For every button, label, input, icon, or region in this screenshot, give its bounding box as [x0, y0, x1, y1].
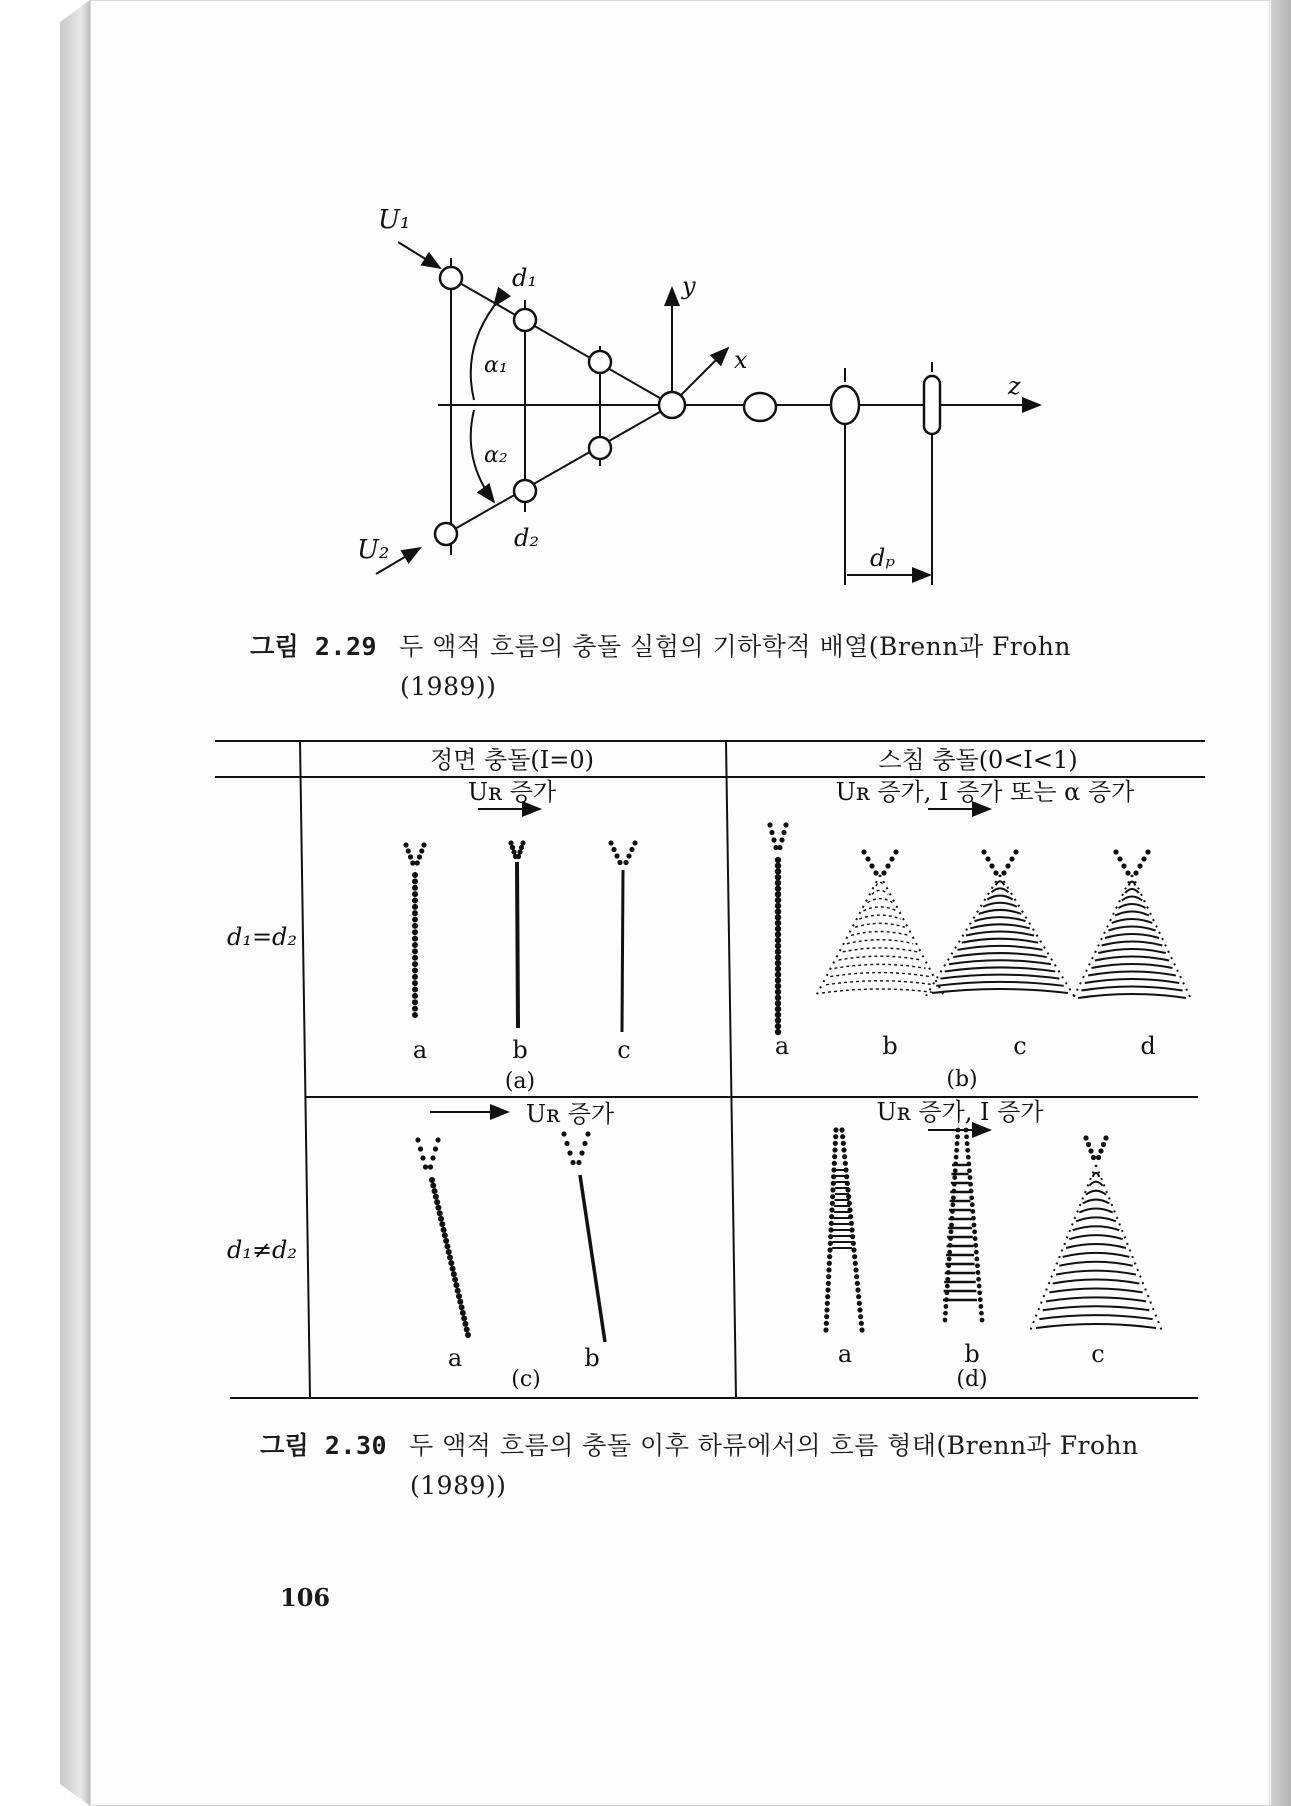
panel-a-stream-c-head — [608, 840, 637, 865]
caption-text: 두 액적 흐름의 충돌 이후 하류에서의 흐름 형태(Brenn과 Frohn — [409, 1431, 1139, 1460]
label-u1: U₁ — [378, 205, 411, 235]
panel-a-caption: (a) — [504, 1069, 536, 1094]
page-number: 106 — [280, 1583, 331, 1612]
col-head-left: 정면 충돌(I=0) — [430, 746, 594, 774]
panel-c-caption: (c) — [511, 1367, 541, 1392]
panel-b-cone-c — [926, 875, 1074, 996]
caption-label: 그림 2.30 — [260, 1431, 388, 1460]
label-d1: d₁ — [512, 264, 537, 292]
panel-b-cone-b — [816, 875, 944, 996]
panel-a-stream-b — [517, 862, 518, 1028]
panel-b-stream-a-head — [767, 822, 788, 850]
sub-head-c: Uʀ 증가 — [525, 1100, 615, 1128]
droplet-u1 — [440, 267, 462, 289]
panel-b-label-b: b — [882, 1032, 898, 1060]
caption-label: 그림 2.29 — [250, 632, 378, 661]
caption-text: 두 액적 흐름의 충돌 실험의 기하학적 배열(Brenn과 Frohn — [399, 632, 1072, 661]
figure-2-29-diagram — [0, 0, 1291, 640]
panel-b-label-c: c — [1013, 1032, 1027, 1060]
panel-d-label-b: b — [964, 1340, 980, 1368]
panel-d-caption: (d) — [956, 1367, 988, 1392]
panel-c-stream-a-head — [415, 1137, 440, 1169]
panel-c-stream-b — [580, 1175, 605, 1342]
coalesced-droplet-1 — [744, 393, 776, 421]
coalesced-droplet-2 — [831, 386, 859, 424]
panel-a-stream-a — [412, 872, 418, 1018]
label-x: x — [734, 346, 748, 374]
col-head-right: 스침 충돌(0<I<1) — [878, 746, 1078, 774]
panel-b-stream-a — [775, 857, 781, 1035]
label-d2: d₂ — [514, 524, 539, 552]
panel-d-cone-c — [1030, 1165, 1162, 1331]
panel-a-stream-c — [622, 870, 623, 1032]
label-alpha2: α₂ — [484, 443, 508, 468]
collision-droplet — [659, 392, 685, 418]
panel-b-caption: (b) — [946, 1067, 978, 1092]
panel-a-stream-a-head — [403, 842, 426, 865]
label-u2: U₂ — [357, 535, 390, 565]
panel-b-cone-d-head — [1113, 849, 1150, 875]
panel-b-cone-d — [1072, 875, 1192, 1001]
caption-continued: (1989)) — [400, 672, 497, 701]
panel-b-label-d: d — [1140, 1032, 1156, 1060]
panel-c-label-a: a — [447, 1344, 463, 1372]
figure-2-30-caption — [260, 1426, 1190, 1506]
figure-2-29-caption — [250, 627, 1170, 707]
panel-c-stream-b-head — [561, 1131, 590, 1165]
label-y: y — [682, 272, 696, 300]
panel-b-cone-b-head — [861, 849, 898, 875]
row-label-1: d₁=d₂ — [226, 923, 298, 951]
x-axis-line — [676, 348, 728, 400]
panel-a-stream-b-head — [508, 840, 525, 859]
caption-continued: (1989)) — [410, 1471, 507, 1500]
panel-c-stream-a — [429, 1177, 471, 1338]
droplet-u2 — [435, 523, 457, 545]
droplet-d2 — [514, 480, 536, 502]
panel-a-label-c: c — [617, 1036, 631, 1064]
panel-d-label-c: c — [1091, 1340, 1105, 1368]
row-label-2: d₁≠d₂ — [226, 1236, 298, 1264]
panel-a-label-b: b — [512, 1036, 528, 1064]
panel-d-cone-c-head — [1083, 1135, 1108, 1160]
label-dp: dₚ — [870, 544, 895, 572]
figure-2-30-table — [0, 720, 1291, 1420]
label-z: z — [1008, 372, 1021, 400]
sub-head-b: Uʀ 증가, I 증가 또는 α 증가 — [835, 778, 1135, 806]
u1-arrow — [398, 242, 440, 268]
sub-head-a: Uʀ 증가 — [467, 778, 557, 806]
panel-b-label-a: a — [774, 1032, 790, 1060]
panel-c-label-b: b — [584, 1344, 600, 1372]
coalesced-droplet-3 — [924, 376, 940, 434]
label-alpha1: α₁ — [484, 353, 508, 378]
panel-a-label-a: a — [412, 1036, 428, 1064]
sub-head-d: Uʀ 증가, I 증가 — [876, 1098, 1044, 1126]
droplet-d1 — [514, 309, 536, 331]
panel-b-cone-c-head — [981, 849, 1018, 875]
panel-d-label-a: a — [837, 1340, 853, 1368]
